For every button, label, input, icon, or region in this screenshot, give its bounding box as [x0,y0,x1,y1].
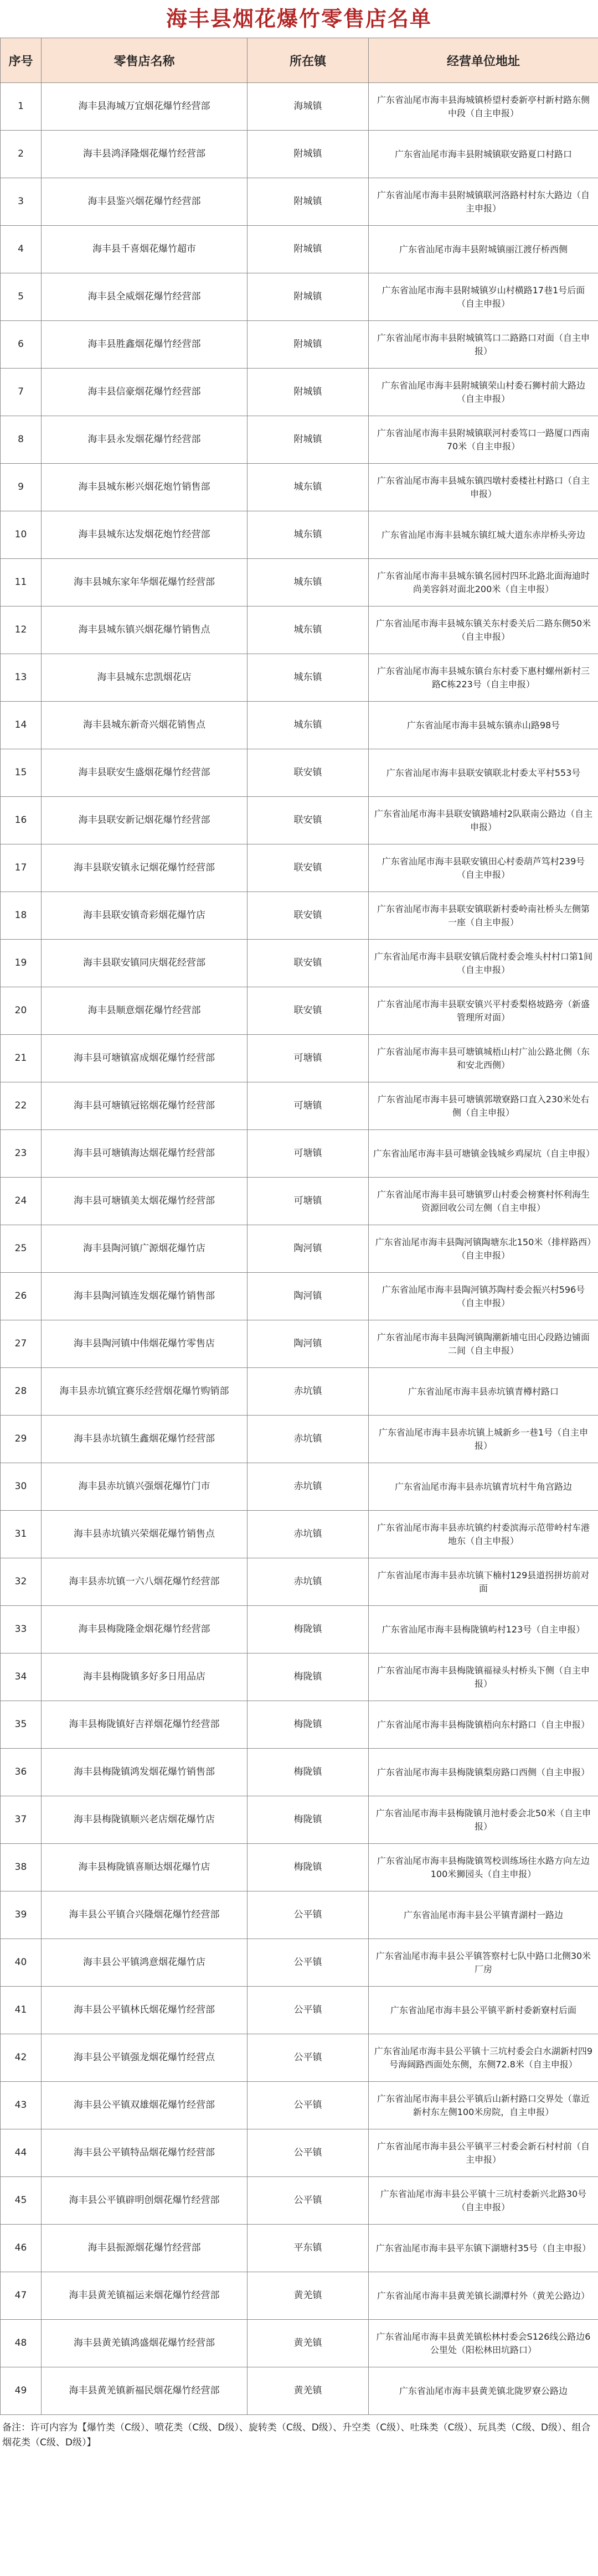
town: 陶河镇 [248,1320,369,1368]
address: 广东省汕尾市海丰县联安镇路埔村2队联南公路边（自主申报） [369,797,598,844]
table-row [1,654,598,702]
table-row [1,1749,598,1796]
table-row [1,1130,598,1178]
shop-name: 海丰县梅陇镇喜顺达烟花爆竹店 [42,1844,248,1891]
table-row [1,844,598,892]
address: 广东省汕尾市海丰县城东镇台东村委下惠村螺州新村三路C栋223号（自主申报） [369,654,598,702]
table-row [1,607,598,654]
shop-name: 海丰县信豪烟花爆竹经营部 [42,369,248,416]
shop-name: 海丰县城东彬兴烟花炮竹销售部 [42,464,248,511]
shop-name: 海丰县振源烟花爆竹经营部 [42,2225,248,2272]
table-row [1,2225,598,2272]
shop-name: 海丰县梅陇镇好吉祥烟花爆竹经营部 [42,1701,248,1749]
town: 附城镇 [248,131,369,178]
table-row [1,559,598,607]
shop-name: 海丰县全威烟花爆竹经营部 [42,273,248,321]
town: 黄羌镇 [248,2272,369,2320]
address: 广东省汕尾市海丰县联安镇联新村委岭南社桥头左侧第一座（自主申报） [369,892,598,940]
row-index: 5 [1,273,42,321]
address: 广东省汕尾市海丰县黄羌镇北陇罗寮公路边 [369,2367,598,2415]
town: 公平镇 [248,1987,369,2034]
row-index: 24 [1,1178,42,1225]
table-row [1,2320,598,2367]
address: 广东省汕尾市海丰县梅陇镇梧向东村路口（自主申报） [369,1701,598,1749]
address: 广东省汕尾市海丰县城东镇名园村四环北路北面海迪时尚美容斜对面北200米（自主申报） [369,559,598,607]
town: 公平镇 [248,1939,369,1987]
address: 广东省汕尾市海丰县可塘镇郭墩寮路口直入230米处右侧（自主申报） [369,1082,598,1130]
shop-name: 海丰县梅陇镇多好多日用品店 [42,1654,248,1701]
table-row [1,1796,598,1844]
town: 梅陇镇 [248,1844,369,1891]
shop-name: 海丰县公平镇林氏烟花爆竹经营部 [42,1987,248,2034]
town: 赤坑镇 [248,1416,369,1463]
shop-name: 海丰县联安新记烟花爆竹经营部 [42,797,248,844]
row-index: 10 [1,511,42,559]
row-index: 36 [1,1749,42,1796]
shop-name: 海丰县可塘镇富成烟花爆竹经营部 [42,1035,248,1082]
row-index: 47 [1,2272,42,2320]
table-row [1,1463,598,1511]
address: 广东省汕尾市海丰县陶河镇苏陶村委会振兴村596号（自主申报） [369,1273,598,1320]
row-index: 17 [1,844,42,892]
row-index: 3 [1,178,42,226]
shop-name: 海丰县公平镇特品烟花爆竹经营部 [42,2129,248,2177]
row-index: 33 [1,1606,42,1654]
row-index: 26 [1,1273,42,1320]
table-row [1,892,598,940]
table-row [1,2082,598,2129]
shop-name: 海丰县海城万宜烟花爆竹经营部 [42,83,248,131]
row-index: 9 [1,464,42,511]
address: 广东省汕尾市海丰县梅陇镇福禄头村桥头下侧（自主申报） [369,1654,598,1701]
row-index: 12 [1,607,42,654]
town: 联安镇 [248,940,369,987]
town: 联安镇 [248,797,369,844]
address: 广东省汕尾市海丰县附城镇笃口二路路口对面（自主申报） [369,321,598,369]
address: 广东省汕尾市海丰县公平镇答察村七队中路口北侧30米厂房 [369,1939,598,1987]
shop-name: 海丰县公平镇辟明创烟花爆竹经营部 [42,2177,248,2225]
page-title: 海丰县烟花爆竹零售店名单 [166,7,432,31]
table-row [1,369,598,416]
table-row [1,1368,598,1416]
row-index: 23 [1,1130,42,1178]
address: 广东省汕尾市海丰县公平镇十三坑村委会白水湖新村四9号海阔路西面处东侧，东侧72.8米（自主申报） [369,2034,598,2082]
row-index: 34 [1,1654,42,1701]
address: 广东省汕尾市海丰县城东镇红城大道东赤岸桥头旁边 [369,511,598,559]
address: 广东省汕尾市海丰县城东镇赤山路98号 [369,702,598,749]
address: 广东省汕尾市海丰县附城镇联安路夏口村路口 [369,131,598,178]
row-index: 14 [1,702,42,749]
shop-name: 海丰县黄羌镇新福民烟花爆竹经营部 [42,2367,248,2415]
town: 梅陇镇 [248,1654,369,1701]
address: 广东省汕尾市海丰县附城镇岁山村横路17巷1号后面（自主申报） [369,273,598,321]
table-row [1,1939,598,1987]
row-index: 4 [1,226,42,273]
town: 陶河镇 [248,1273,369,1320]
town: 附城镇 [248,273,369,321]
town: 联安镇 [248,749,369,797]
row-index: 31 [1,1511,42,1558]
town: 梅陇镇 [248,1796,369,1844]
address: 广东省汕尾市海丰县梅陇镇屿村123号（自主申报） [369,1606,598,1654]
table-header-row [1,38,598,83]
town: 城东镇 [248,559,369,607]
table-row [1,1178,598,1225]
address: 广东省汕尾市海丰县赤坑镇上城新乡一巷1号（自主申报） [369,1416,598,1463]
town: 公平镇 [248,2177,369,2225]
row-index: 6 [1,321,42,369]
shop-name: 海丰县可塘镇美太烟花爆竹经营部 [42,1178,248,1225]
town: 联安镇 [248,892,369,940]
address: 广东省汕尾市海丰县海城镇桥望村委新亭村新村路东侧中段（自主申报） [369,83,598,131]
address: 广东省汕尾市海丰县附城镇荣山村委石狮村前大路边（自主申报） [369,369,598,416]
row-index: 41 [1,1987,42,2034]
shop-name: 海丰县顺意烟花爆竹经营部 [42,987,248,1035]
address: 广东省汕尾市海丰县联安镇后陇村委会堆头村村口第1间（自主申报） [369,940,598,987]
table-row [1,940,598,987]
shop-name: 海丰县陶河镇广源烟花爆竹店 [42,1225,248,1273]
table-row [1,273,598,321]
shop-name: 海丰县公平镇鸿意烟花爆竹店 [42,1939,248,1987]
table-row [1,83,598,131]
town: 可塘镇 [248,1178,369,1225]
header-index: 序号 [1,38,42,83]
town: 可塘镇 [248,1082,369,1130]
town: 城东镇 [248,464,369,511]
town: 公平镇 [248,1891,369,1939]
header-address: 经营单位地址 [369,38,598,83]
address: 广东省汕尾市海丰县梅陇镇驾校训练场往水路方向左边100米狮园头（自主申报） [369,1844,598,1891]
row-index: 46 [1,2225,42,2272]
table-row [1,2034,598,2082]
shop-name: 海丰县千喜烟花爆竹超市 [42,226,248,273]
shop-name: 海丰县黄羌镇鸿盛烟花爆竹经营部 [42,2320,248,2367]
shop-name: 海丰县鉴兴烟花爆竹经营部 [42,178,248,226]
table-row [1,2129,598,2177]
town: 黄羌镇 [248,2367,369,2415]
town: 公平镇 [248,2129,369,2177]
shop-name: 海丰县公平镇双雄烟花爆竹经营部 [42,2082,248,2129]
shop-name: 海丰县城东家年华烟花爆竹经营部 [42,559,248,607]
shop-name: 海丰县可塘镇海达烟花爆竹经营部 [42,1130,248,1178]
address: 广东省汕尾市海丰县联安镇兴平村委梨格坡路旁（新盛管理所对面） [369,987,598,1035]
shop-name: 海丰县联安镇同庆烟花经营部 [42,940,248,987]
shop-name: 海丰县可塘镇冠铭烟花爆竹经营部 [42,1082,248,1130]
row-index: 2 [1,131,42,178]
footnote: 备注：许可内容为【爆竹类（C级）、喷花类（C级、D级）、旋转类（C级、D级）、升空类（C级）、吐珠类（C级）、玩具类（C级、D级）、组合烟花类（C级、D级）】 [2,2422,591,2449]
shop-name: 海丰县城东达发烟花炮竹经营部 [42,511,248,559]
shop-name: 海丰县赤坑镇一六八烟花爆竹经营部 [42,1558,248,1606]
town: 附城镇 [248,226,369,273]
row-index: 29 [1,1416,42,1463]
row-index: 35 [1,1701,42,1749]
town: 联安镇 [248,844,369,892]
header-shop-name: 零售店名称 [42,38,248,83]
address: 广东省汕尾市海丰县公平镇平三村委会新石村村前（自主申报） [369,2129,598,2177]
address: 广东省汕尾市海丰县梅陇镇月池村委会北50米（自主申报） [369,1796,598,1844]
row-index: 25 [1,1225,42,1273]
shop-name: 海丰县城东忠凯烟花店 [42,654,248,702]
shop-name: 海丰县赤坑镇宜赛乐经营烟花爆竹购销部 [42,1368,248,1416]
table-row [1,131,598,178]
address: 广东省汕尾市海丰县赤坑镇下楠村129县道拐拼坊前对面 [369,1558,598,1606]
address: 广东省汕尾市海丰县可塘镇罗山村委会榜赛村怀利海生资源回收公司左侧（自主申报） [369,1178,598,1225]
row-index: 19 [1,940,42,987]
row-index: 22 [1,1082,42,1130]
address: 广东省汕尾市海丰县城东镇关东村委关后二路东侧50米（自主申报） [369,607,598,654]
table-row [1,178,598,226]
address: 广东省汕尾市海丰县公平镇十三坑村委新兴北路30号（自主申报） [369,2177,598,2225]
row-index: 11 [1,559,42,607]
table-row [1,749,598,797]
table-row [1,464,598,511]
town: 陶河镇 [248,1225,369,1273]
town: 平东镇 [248,2225,369,2272]
shop-table [0,38,598,2415]
town: 梅陇镇 [248,1606,369,1654]
shop-name: 海丰县赤坑镇兴强烟花爆竹门市 [42,1463,248,1511]
town: 附城镇 [248,178,369,226]
address: 广东省汕尾市海丰县附城镇联河村委笃口一路厦口西南70米（自主申报） [369,416,598,464]
row-index: 15 [1,749,42,797]
address: 广东省汕尾市海丰县赤坑镇青樽村路口 [369,1368,598,1416]
table-row [1,1035,598,1082]
town: 联安镇 [248,987,369,1035]
row-index: 45 [1,2177,42,2225]
row-index: 13 [1,654,42,702]
table-row [1,1891,598,1939]
shop-name: 海丰县鸿泽隆烟花爆竹经营部 [42,131,248,178]
shop-name: 海丰县梅陇镇鸿发烟花爆竹销售部 [42,1749,248,1796]
town: 可塘镇 [248,1035,369,1082]
town: 城东镇 [248,654,369,702]
table-row [1,1320,598,1368]
shop-name: 海丰县梅陇隆金烟花爆竹经营部 [42,1606,248,1654]
shop-name: 海丰县公平镇强龙烟花爆竹经营点 [42,2034,248,2082]
address: 广东省汕尾市海丰县黄羌镇松林村委会S126线公路边6公里处（阳松林田坑路口） [369,2320,598,2367]
town: 黄羌镇 [248,2320,369,2367]
table-row [1,511,598,559]
town: 梅陇镇 [248,1749,369,1796]
address: 广东省汕尾市海丰县陶河镇陶塘东北150米（排样路西）（自主申报） [369,1225,598,1273]
table-row [1,1558,598,1606]
shop-name: 海丰县联安镇永记烟花爆竹经营部 [42,844,248,892]
row-index: 20 [1,987,42,1035]
table-row [1,416,598,464]
town: 附城镇 [248,321,369,369]
row-index: 16 [1,797,42,844]
row-index: 7 [1,369,42,416]
address: 广东省汕尾市海丰县联安镇联北村委太平村553号 [369,749,598,797]
table-row [1,702,598,749]
row-index: 27 [1,1320,42,1368]
table-row [1,1654,598,1701]
row-index: 32 [1,1558,42,1606]
town: 公平镇 [248,2034,369,2082]
address: 广东省汕尾市海丰县可塘镇城梧山村广汕公路北侧（东和安北西侧） [369,1035,598,1082]
table-row [1,2177,598,2225]
shop-name: 海丰县公平镇合兴隆烟花爆竹经营部 [42,1891,248,1939]
table-row [1,1987,598,2034]
town: 附城镇 [248,416,369,464]
shop-name: 海丰县陶河镇中伟烟花爆竹零售店 [42,1320,248,1368]
table-row [1,1082,598,1130]
table-row [1,2367,598,2415]
row-index: 38 [1,1844,42,1891]
shop-name: 海丰县赤坑镇生鑫烟花爆竹经营部 [42,1416,248,1463]
row-index: 8 [1,416,42,464]
table-row [1,2272,598,2320]
table-row [1,1273,598,1320]
shop-name: 海丰县梅陇镇顺兴老店烟花爆竹店 [42,1796,248,1844]
table-row [1,987,598,1035]
address: 广东省汕尾市海丰县公平镇后山新村路口交界处（靠近新村东左侧100米房院，自主申报） [369,2082,598,2129]
table-row [1,226,598,273]
row-index: 37 [1,1796,42,1844]
town: 赤坑镇 [248,1558,369,1606]
town: 可塘镇 [248,1130,369,1178]
table-row [1,1511,598,1558]
row-index: 1 [1,83,42,131]
address: 广东省汕尾市海丰县联安镇田心村委葫芦笃村239号（自主申报） [369,844,598,892]
table-row [1,1225,598,1273]
table-row [1,1416,598,1463]
header-town: 所在镇 [248,38,369,83]
address: 广东省汕尾市海丰县赤坑镇约村委滨海示范带岭村车港地东（自主申报） [369,1511,598,1558]
shop-name: 海丰县黄羌镇福运来烟花爆竹经营部 [42,2272,248,2320]
address: 广东省汕尾市海丰县可塘镇金钱城乡鸡屎坑（自主申报） [369,1130,598,1178]
table-row [1,797,598,844]
address: 广东省汕尾市海丰县陶河镇陶潮新埔屯田心段路边铺面二间（自主申报） [369,1320,598,1368]
address: 广东省汕尾市海丰县平东镇下湖塘村35号（自主申报） [369,2225,598,2272]
shop-name: 海丰县胜鑫烟花爆竹经营部 [42,321,248,369]
shop-name: 海丰县城东新奇兴烟花销售点 [42,702,248,749]
row-index: 48 [1,2320,42,2367]
town: 附城镇 [248,369,369,416]
shop-name: 海丰县联安镇奇彩烟花爆竹店 [42,892,248,940]
shop-name: 海丰县城东镇兴烟花爆竹销售点 [42,607,248,654]
town: 赤坑镇 [248,1511,369,1558]
town: 赤坑镇 [248,1368,369,1416]
town: 城东镇 [248,511,369,559]
row-index: 30 [1,1463,42,1511]
row-index: 43 [1,2082,42,2129]
table-row [1,1606,598,1654]
town: 城东镇 [248,607,369,654]
address: 广东省汕尾市海丰县附城镇联河洛路村村东大路边（自主申报） [369,178,598,226]
address: 广东省汕尾市海丰县黄羌镇长湖潭村外（黄羌公路边） [369,2272,598,2320]
shop-name: 海丰县陶河镇连发烟花爆竹销售部 [42,1273,248,1320]
row-index: 39 [1,1891,42,1939]
row-index: 21 [1,1035,42,1082]
row-index: 28 [1,1368,42,1416]
shop-name: 海丰县联安生盛烟花爆竹经营部 [42,749,248,797]
address: 广东省汕尾市海丰县梅陇镇梨房路口西侧（自主申报） [369,1749,598,1796]
table-row [1,1844,598,1891]
town: 公平镇 [248,2082,369,2129]
row-index: 44 [1,2129,42,2177]
address: 广东省汕尾市海丰县城东镇四墩村委楼社村路口（自主申报） [369,464,598,511]
address: 广东省汕尾市海丰县公平镇平新村委新寮村后面 [369,1987,598,2034]
row-index: 18 [1,892,42,940]
table-row [1,1701,598,1749]
address: 广东省汕尾市海丰县赤坑镇青坑村牛角宫路边 [369,1463,598,1511]
town: 城东镇 [248,702,369,749]
town: 梅陇镇 [248,1701,369,1749]
row-index: 49 [1,2367,42,2415]
row-index: 40 [1,1939,42,1987]
shop-name: 海丰县永发烟花爆竹经营部 [42,416,248,464]
table-row [1,321,598,369]
shop-name: 海丰县赤坑镇兴荣烟花爆竹销售点 [42,1511,248,1558]
address: 广东省汕尾市海丰县附城镇丽江渡仔桥西侧 [369,226,598,273]
town: 赤坑镇 [248,1463,369,1511]
row-index: 42 [1,2034,42,2082]
town: 海城镇 [248,83,369,131]
address: 广东省汕尾市海丰县公平镇青湖村一路边 [369,1891,598,1939]
